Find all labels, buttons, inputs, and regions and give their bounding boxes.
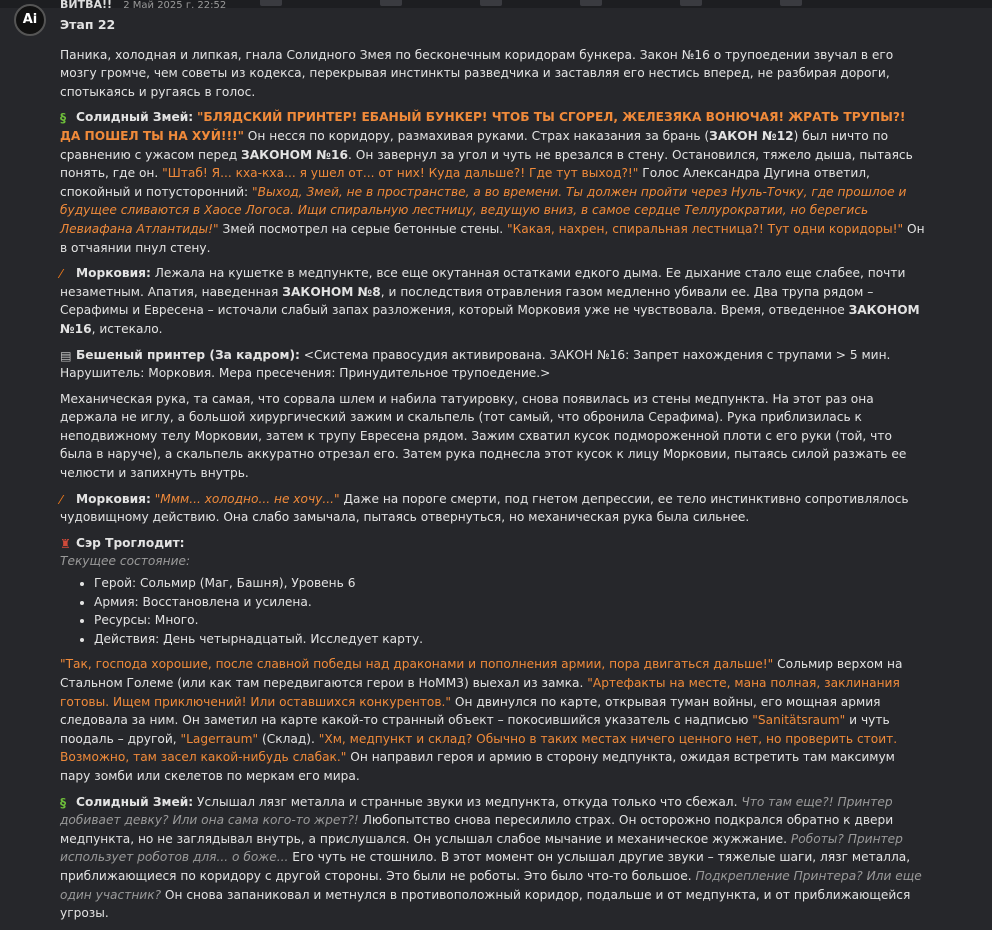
post-author[interactable]: ВИТВА!!: [60, 0, 113, 11]
law-reference: ЗАКОНОМ №8: [282, 284, 381, 299]
quote: "Какая, нахрен, спиральная лестница?! Тут одни коридоры!": [507, 221, 904, 236]
paragraph-hand: Механическая рука, та самая, что сорвала шлем и набила татуировку, снова появилась из стены медпункта. На этот раз она держала не иглу, а большой хирургический зажим и скальпель (тот самый, что обронила Серафима). Рука приблизилась к неподвижному телу Морковии, затем к трупу Евресена рядом. Зажим схватил кусок подмороженной плоти с его руки (той, что была в наруче), а скальпель аккуратно отрезал его. Затем рука поднесла этот кусок к лицу Морковии, пытаясь силой разжать ее челюсти и запихнуть внутрь.: [60, 391, 907, 481]
text: , истекало.: [91, 321, 163, 336]
text: Он в отчаянии пнул стену.: [60, 221, 925, 255]
avatar-text: Ai: [22, 11, 38, 27]
text: . Он завернул за угол и чуть не врезался в стену. Остановился, тяжело дыша, пытаясь понять, где он.: [60, 147, 913, 181]
quote: "Так, господа хорошие, после славной победы над драконами и пополнения армии, пора двигаться дальше!": [60, 657, 774, 672]
paragraph-troglodyte: [60, 534, 928, 649]
snake-icon: §: [60, 795, 67, 810]
list-item: • Действия: День четырнадцатый. Исследует карту.: [94, 630, 928, 649]
list-item: • Ресурсы: Много.: [94, 611, 928, 630]
law-reference: ЗАКОНОМ №16: [241, 147, 349, 162]
text: Даже на пороге смерти, под гнетом депрессии, ее тело инстинктивно сопротивлялось чудовищному действию. Она слабо замычала, пытаясь отвернуться, но механическая рука была сильнее.: [60, 491, 909, 525]
paragraph-intro: Паника, холодная и липкая, гнала Солидного Змея по бесконечным коридорам бункера. Закон №16 о трупоедении звучал в его мозгу громче, чем советы из кодекса, перекрывая инстинкты разведчика и заставляя его нестись вперед, не разбирая дороги, спотыкаясь и ругаясь в голос.: [60, 47, 894, 99]
toolbar-icon[interactable]: [780, 0, 802, 6]
toolbar-icon[interactable]: [680, 0, 702, 6]
list-item: • Армия: Восстановлена и усилена.: [94, 593, 928, 612]
speaker-name: Солидный Змей:: [76, 110, 194, 125]
speaker-name: Морковия:: [76, 491, 151, 506]
thought: Что там еще?! Принтер добивает девку? Или она сама кого-то жрет?!: [60, 794, 893, 828]
carrot-icon: ⁄: [60, 267, 63, 282]
text: Он направил героя и армию в сторону медпункта, ожидая встретить там максимум пару зомби или скелетов по меркам его мира.: [60, 750, 895, 783]
paragraph-printer: [60, 346, 928, 383]
paragraph-snake-2: [60, 793, 928, 923]
paragraph-carrot-1: [60, 264, 928, 338]
text: Он двинулся по карте, открывая туман войны, его мощная армия следовала за ним. Он заметил на карте какой-то странный объект – покосившийся указатель с надписью: [60, 694, 881, 728]
list-item: • Герой: Сольмир (Маг, Башня), Уровень 6: [94, 574, 928, 593]
state-list: [60, 574, 928, 648]
text: , и последствия отравления газом медленно убивали ее. Два трупа рядом – Серафимы и Евресена – источали слабый запах разложения, который Морковия уже не чувствовала. Время, отведенное: [60, 284, 874, 318]
text: Он несся по коридору, размахивая руками. Страх наказания за брань (: [243, 128, 710, 143]
text: и чуть поодаль – другой,: [60, 713, 890, 746]
text: (Склад).: [258, 731, 319, 746]
quote: "Выход, Змей, не в пространстве, а во времени. Ты должен пройти через Нуль-Точку, где прошлое и будущее сливаются в Хаосе Логоса. Ищи спиральную лестницу, ведущую вниз, в самое сердце Теллурократии, но берегись Левиафана Атлантиды!": [60, 184, 907, 236]
quote: "Штаб! Я... кха-кха... я ушел от... от них! Куда дальше?! Где тут выход?!": [162, 166, 639, 181]
text: Любопытство снова пересилило страх. Он осторожно подкрался обратно к двери медпункта, но не заглядывал внутрь, а прислушался. Он услышал слабое мычание и механическое жужжание.: [60, 813, 894, 846]
text: ) был ничто по сравнению с ужасом перед: [60, 128, 889, 162]
avatar[interactable]: [14, 4, 46, 36]
law-reference: ЗАКОН №12: [709, 128, 794, 143]
post-date[interactable]: 2 Май 2025 г. 22:52: [123, 0, 227, 11]
post-content: [60, 16, 928, 930]
text: Голос Александра Дугина ответил, спокойный и потусторонний:: [60, 166, 870, 199]
toolbar-icon[interactable]: [260, 0, 282, 6]
text: Его чуть не стошнило. В этот момент он услышал другие звуки – тяжелые шаги, лязг металла, приближающиеся по коридору с другой стороны. Это были не роботы. Это было что-то большое.: [60, 850, 911, 883]
text: <Система правосудия активирована. ЗАКОН №16: Запрет нахождения с трупами > 5 мин. Нарушитель: Морковия. Мера пресечения: Принудительное трупоедение.>: [60, 347, 891, 381]
post-title: Этап 22: [60, 17, 116, 32]
quote: "Хм, медпункт и склад? Обычно в таких местах ничего ценного нет, но проверить стоит. Возможно, там засел какой-нибудь слабак.": [60, 731, 898, 765]
paragraph-snake-1: [60, 108, 928, 257]
text: Змей посмотрел на серые бетонные стены.: [218, 221, 508, 236]
quote: "Lagerraum": [180, 731, 259, 746]
text: Лежала на кушетке в медпункте, все еще окутанная остатками едкого дыма. Ее дыхание стало еще слабее, почти незаметным. Апатия, наведенная: [60, 266, 906, 299]
text: Он снова запаниковал и метнулся в противоположный коридор, подальше и от медпункта, и от приближающейся угрозы.: [60, 887, 911, 921]
thought: Подкрепление Принтера? Или еще один участник?: [60, 868, 922, 902]
quote: "Sanitätsraum": [752, 713, 846, 728]
quote: "БЛЯДСКИЙ ПРИНТЕР! ЕБАНЫЙ БУНКЕР! ЧТОБ ТЫ СГОРЕЛ, ЖЕЛЕЗЯКА ВОНЮЧАЯ! ЖРАТЬ ТРУПЫ?! ДА ПОШЕЛ ТЫ НА ХУЙ!!!": [60, 110, 906, 143]
speaker-name: Солидный Змей:: [76, 794, 194, 809]
carrot-icon: ⁄: [60, 492, 63, 507]
text: Услышал лязг металла и странные звуки из медпункта, откуда только что сбежал.: [193, 794, 742, 809]
paragraph-solmir: [60, 655, 928, 785]
castle-icon: ♜: [60, 536, 71, 551]
snake-icon: §: [60, 111, 67, 126]
state-label: Текущее состояние:: [60, 554, 191, 569]
text: Сольмир верхом на Стальном Големе (или как там передвигаются герои в HoMM3) выехал из замка.: [60, 657, 903, 690]
toolbar-icon[interactable]: [480, 0, 502, 6]
speaker-name: Сэр Троглодит:: [76, 535, 185, 550]
toolbar-icon[interactable]: [580, 0, 602, 6]
speaker-name: Морковия:: [76, 266, 151, 281]
toolbar-icon[interactable]: [380, 0, 402, 6]
quote: "Ммм... холодно... не хочу...": [154, 491, 340, 506]
law-reference: ЗАКОНОМ №16: [60, 303, 920, 336]
printer-icon: ▤: [60, 348, 72, 363]
post-meta: [60, 0, 226, 16]
quote: "Артефакты на месте, мана полная, заклинания готовы. Ищем приключений! Или оставшихся конкурентов.": [60, 676, 900, 709]
thought: Роботы? Принтер использует роботов для... о боже...: [60, 831, 903, 865]
paragraph-carrot-2: [60, 490, 928, 527]
speaker-name: Бешеный принтер (За кадром):: [76, 347, 300, 362]
